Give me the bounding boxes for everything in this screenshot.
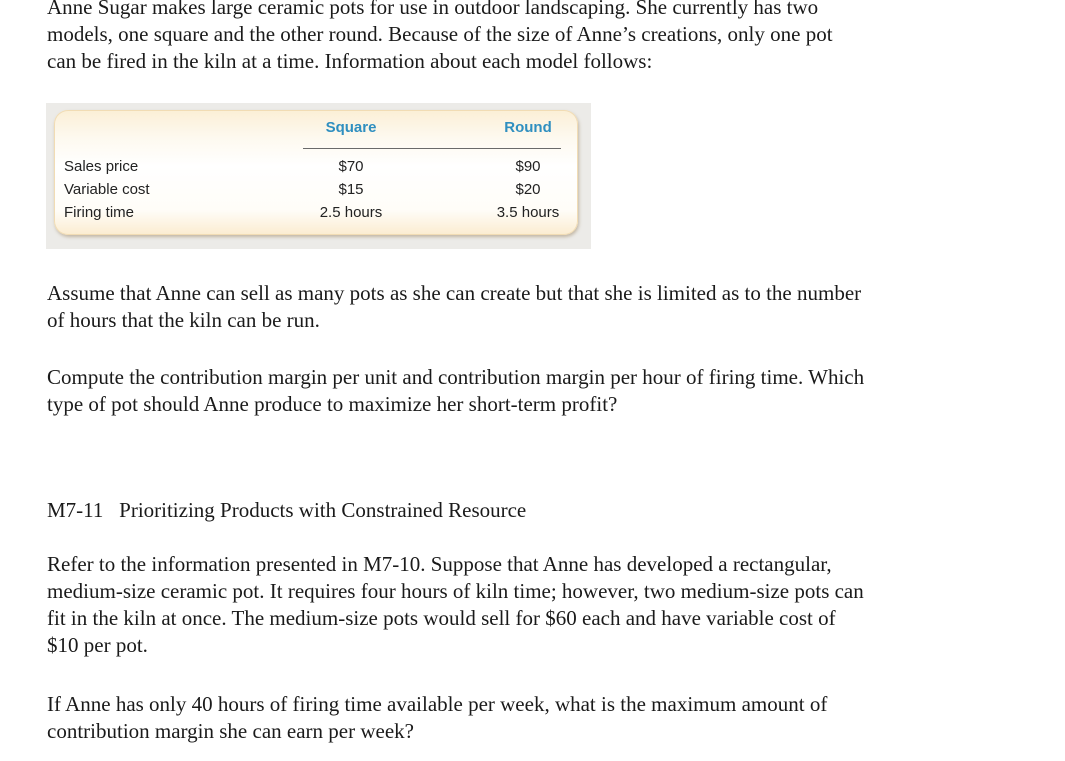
table-card <box>54 110 578 235</box>
text-line: models, one square and the other round. Because of the size of Anne’s creations, only one pot <box>47 22 833 46</box>
cell-square-variable-cost: $15 <box>338 181 364 198</box>
cell-round-firing-time: 3.5 hours <box>496 204 560 221</box>
text-line: medium-size ceramic pot. It requires four hours of kiln time; however, two medium-size pots can <box>47 579 864 603</box>
header-round: Round <box>504 119 552 136</box>
pot-info-table <box>46 103 591 249</box>
section-heading <box>47 497 1027 524</box>
refer-paragraph <box>47 551 1037 659</box>
row-label-firing-time: Firing time <box>64 204 135 221</box>
cell-square-firing-time: 2.5 hours <box>319 204 383 221</box>
row-label-sales-price: Sales price <box>64 158 139 175</box>
text-line: can be fired in the kiln at a time. Information about each model follows: <box>47 49 653 73</box>
assumption-paragraph <box>47 280 1027 334</box>
cell-round-variable-cost: $20 <box>515 181 541 198</box>
header-rule <box>303 148 561 149</box>
text-line: $10 per pot. <box>47 633 148 657</box>
question-1-paragraph <box>47 364 1027 418</box>
text-line: Compute the contribution margin per unit and contribution margin per hour of firing time. Which <box>47 365 865 389</box>
question-2-paragraph <box>47 691 1027 745</box>
text-line: contribution margin she can earn per week? <box>47 719 414 743</box>
text-line: fit in the kiln at once. The medium-size pots would sell for $60 each and have variable cost of <box>47 606 836 630</box>
row-label-variable-cost: Variable cost <box>64 181 150 198</box>
text-line: of hours that the kiln can be run. <box>47 308 320 332</box>
text-line: Refer to the information presented in M7-10. Suppose that Anne has developed a rectangular, <box>47 552 832 576</box>
text-line: If Anne has only 40 hours of firing time available per week, what is the maximum amount of <box>47 692 828 716</box>
section-number: M7-11 <box>47 498 104 522</box>
cell-round-sales-price: $90 <box>515 158 541 175</box>
cell-square-sales-price: $70 <box>338 158 364 175</box>
section-title: Prioritizing Products with Constrained Resource <box>119 498 527 522</box>
text-line: Assume that Anne can sell as many pots as she can create but that she is limited as to the number <box>47 281 862 305</box>
text-line: type of pot should Anne produce to maximize her short-term profit? <box>47 392 618 416</box>
intro-paragraph <box>47 0 1007 75</box>
text-line: Anne Sugar makes large ceramic pots for use in outdoor landscaping. She currently has two <box>47 0 819 19</box>
header-square: Square <box>325 119 377 136</box>
